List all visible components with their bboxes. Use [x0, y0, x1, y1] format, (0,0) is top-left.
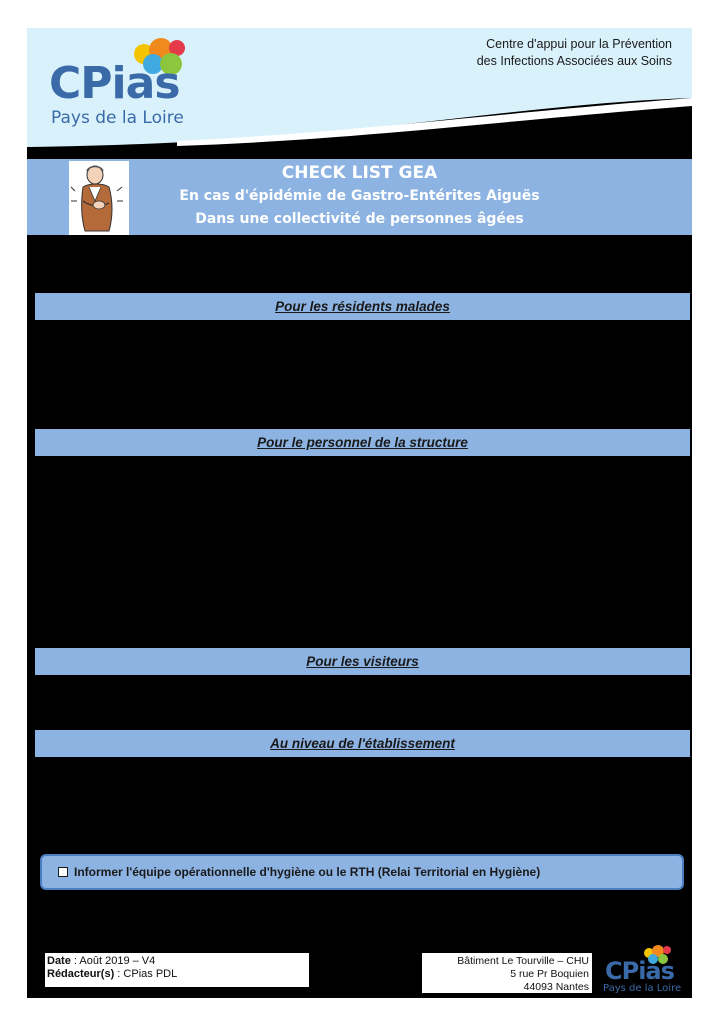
- title-line-3: Dans une collectivité de personnes âgées: [195, 211, 524, 227]
- org-line-2: des Infections Associées aux Soins: [476, 54, 672, 68]
- logo-text: CPias: [49, 58, 180, 109]
- title-line-2: En cas d'épidémie de Gastro-Entérites Aiguës: [179, 188, 540, 204]
- footer-logo-subtitle: Pays de la Loire: [603, 983, 682, 994]
- footer-date: Date : Août 2019 – V4: [47, 955, 156, 967]
- title-line-1: CHECK LIST GEA: [281, 163, 438, 183]
- section-residents-label: Pour les résidents malades: [275, 299, 450, 314]
- section-staff: [35, 429, 690, 456]
- address-line-1: Bâtiment Le Tourville – CHU: [457, 955, 589, 967]
- section-residents: [35, 293, 690, 320]
- footer-logo-text: CPias: [605, 957, 674, 985]
- cpias-logo: [49, 36, 219, 136]
- section-staff-label: Pour le personnel de la structure: [257, 435, 468, 450]
- document-page: [27, 28, 692, 998]
- address-line-3: 44093 Nantes: [523, 981, 589, 993]
- sick-person-icon: [69, 161, 129, 235]
- section-visitors: [35, 648, 690, 675]
- org-line-1: Centre d'appui pour la Prévention: [486, 37, 672, 51]
- logo-subtitle: Pays de la Loire: [51, 108, 184, 128]
- footer-cpias-logo: [601, 943, 687, 995]
- section-visitors-label: Pour les visiteurs: [306, 654, 419, 669]
- footer-address: [422, 953, 592, 993]
- footer-author: Rédacteur(s) : CPias PDL: [47, 968, 178, 980]
- checklist-item-label: Informer l'équipe opérationnelle d'hygiène ou le RTH (Relai Territorial en Hygiène): [74, 865, 541, 879]
- document-title: [137, 161, 582, 231]
- footer-meta: [45, 953, 309, 987]
- organization-name: [477, 36, 672, 70]
- header: [27, 28, 692, 153]
- section-establishment: [35, 730, 690, 757]
- checklist-item-inform-team[interactable]: [40, 854, 684, 890]
- section-establishment-label: Au niveau de l'établissement: [270, 736, 455, 751]
- address-line-2: 5 rue Pr Boquien: [510, 968, 589, 980]
- checkbox[interactable]: [58, 867, 68, 877]
- sick-person-illustration: [69, 161, 129, 235]
- title-band: [27, 159, 692, 235]
